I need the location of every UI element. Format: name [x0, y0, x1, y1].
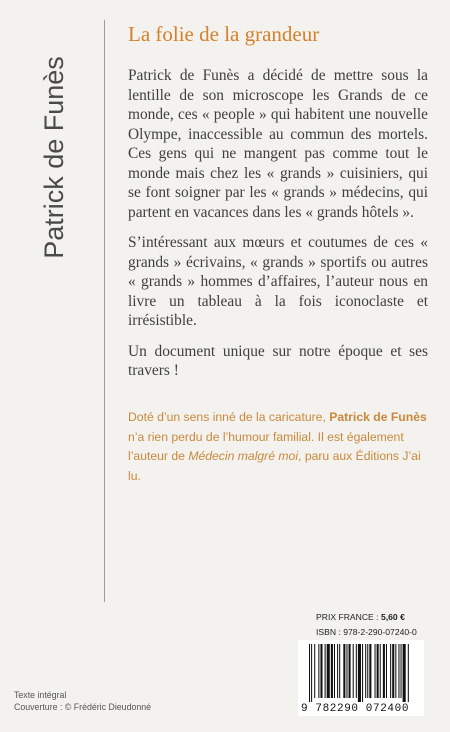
barcode-bar: [380, 644, 381, 698]
credits: [14, 689, 151, 713]
barcode-bar: [320, 644, 322, 698]
price-value: 5,60 €: [380, 612, 405, 622]
barcode-bar: [367, 644, 368, 698]
barcode-bar: [365, 644, 366, 698]
barcode-bar: [349, 644, 351, 698]
barcode-bar: [383, 644, 385, 698]
barcode-bar: [362, 644, 363, 702]
barcode-bar: [386, 644, 387, 698]
bio-text-1: Doté d’un sens inné de la caricature,: [128, 410, 330, 424]
credits-line-1: Texte intégral: [14, 690, 67, 700]
barcode-bar: [343, 644, 345, 698]
barcode-bar: [377, 644, 379, 698]
blurb-paragraph-2: S’intéressant aux mœurs et coutumes de ces « grands » écrivains, « grands » sportifs ou autres « grands » hommes d’affaires, l’auteur nous en livre un tableau à la fois iconoclaste et irrésistible.: [128, 234, 428, 329]
bio-book-title: Médecin malgré moi: [188, 449, 299, 463]
barcode-graphic: [298, 640, 424, 704]
bio-text-3: , paru aux Éditions J’ai lu.: [128, 449, 421, 483]
bio-author-name: Patrick de Funès: [329, 410, 427, 424]
barcode-bar: [390, 644, 391, 698]
barcode-bar: [318, 644, 319, 698]
isbn-line: ISBN : 978-2-290-07240-0: [316, 627, 417, 637]
author-bio: [128, 408, 430, 486]
blurb: [128, 66, 428, 392]
credits-line-2: Couverture : © Frédéric Dieudonné: [14, 702, 152, 712]
barcode-bar: [401, 644, 402, 698]
barcode-bar: [334, 644, 335, 698]
barcode-bar: [331, 644, 333, 698]
blurb-paragraph-3: Un document unique sur notre époque et ses travers !: [128, 342, 428, 379]
barcode-bar: [353, 644, 354, 698]
blurb-paragraph-1: Patrick de Funès a décidé de mettre sous la lentille de son microscope les Grands de ce monde, ces « people » qui habitent une nouvelle Olympe, inaccessible au commun des mortels. Ces gens qui ne mangent pas comme tout le monde mais chez les « grands » cuisiniers, qui se font soigner par les « grands » médecins, qui partent en vacances dans les « grands hôtels ».: [128, 67, 428, 221]
barcode-bar: [408, 644, 409, 702]
barcode-bar: [337, 644, 338, 698]
barcode-bar: [392, 644, 394, 698]
bio-text-2: n’a rien perdu de l’humour familial. Il est également l’auteur de: [128, 429, 404, 463]
vertical-divider: [104, 20, 105, 602]
spine-author: [8, 42, 100, 272]
barcode-bar: [346, 644, 347, 698]
barcode-bar: [358, 644, 361, 702]
barcode-bar: [327, 644, 330, 698]
barcode-bar: [395, 644, 396, 698]
barcode: [298, 640, 424, 716]
barcode-bar: [325, 644, 326, 698]
barcode-bar: [309, 644, 310, 702]
book-title: La folie de la grandeur: [128, 22, 320, 46]
barcode-digits: 9 782290 072400: [301, 703, 410, 715]
barcode-bar: [403, 644, 406, 702]
price-line: [316, 612, 405, 622]
barcode-bar: [314, 644, 315, 698]
barcode-bar: [369, 644, 371, 698]
spine-author-text: Patrick de Funès: [38, 55, 69, 259]
barcode-bar: [375, 644, 376, 698]
barcode-bar: [356, 644, 357, 698]
price-label: PRIX FRANCE :: [316, 612, 381, 622]
barcode-bar: [339, 644, 340, 698]
barcode-bar: [398, 644, 399, 698]
barcode-bar: [311, 644, 312, 702]
